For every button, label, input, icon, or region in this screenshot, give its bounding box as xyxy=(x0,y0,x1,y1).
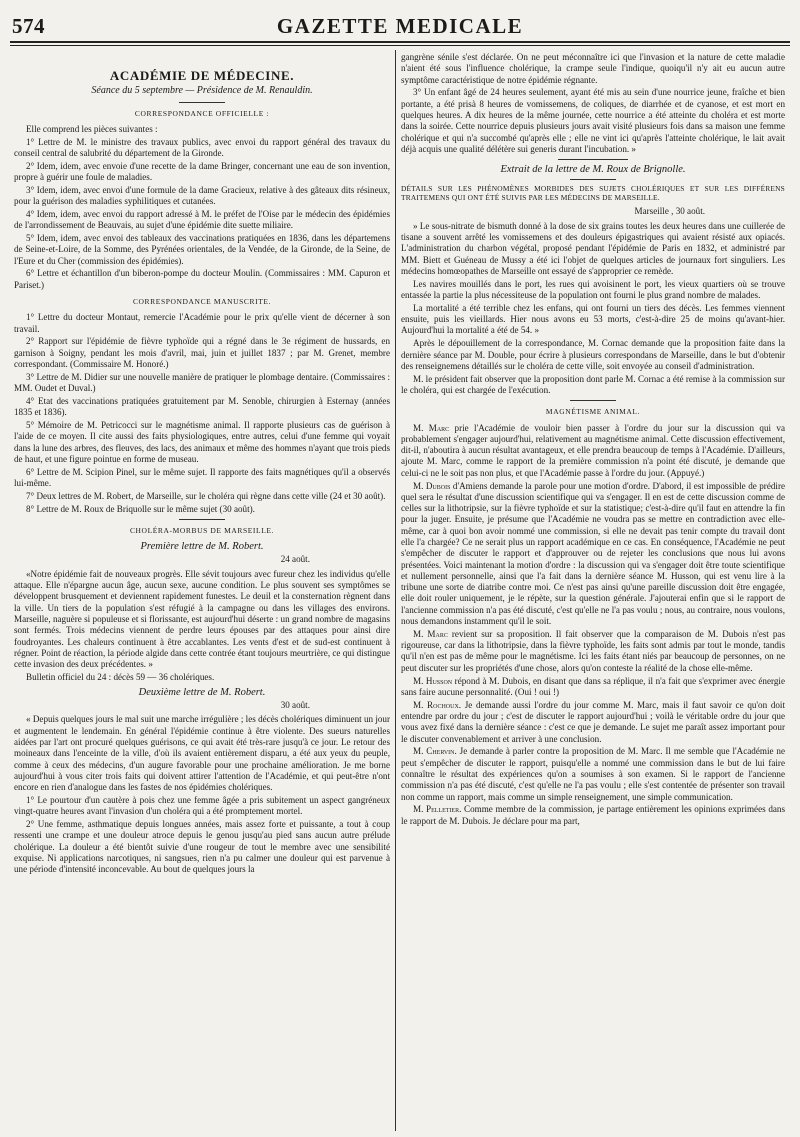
column-divider xyxy=(395,50,396,1131)
speaker-name: M. Marc xyxy=(413,628,448,639)
first-letter-title: Première lettre de M. Robert. xyxy=(140,541,264,553)
roux-paragraph: La mortalité a été terrible chez les enfans, qui ont fourni un tiers des décès. Les femmes viennent ensuite, puis les vieillards. Hier nous avons eu 53 morts, c'est-à-dire 25 de moins qu'avant-hier. Aujourd'hui la mortalité a été de 54. » xyxy=(401,302,785,336)
official-item: 1° Lettre de M. le ministre des travaux publics, avec envoi du rapport général des travaux du conseil central de salubrité du département de la Gironde. xyxy=(14,136,390,158)
debate-paragraph xyxy=(401,423,785,479)
separator xyxy=(179,102,225,103)
manuscript-item: 5° Mémoire de M. Petricocci sur le magnétisme animal. Il rapporte plusieurs cas de guérison à l'aide de ce moyen. Il cite aussi des faits physiologiques, entre autres, celui d'une femme qui voyait dans la lune des arbres, des fleuves, des lacs, des animaux et même des hommes n'ayant que trois pieds de haut, et une figure pointue en forme de museau. xyxy=(14,420,390,464)
left-column xyxy=(14,52,390,1131)
seance-line: Séance du 5 septembre — Présidence de M. Renauldin. xyxy=(91,85,313,97)
debate-paragraph xyxy=(401,804,785,827)
continued-paragraph: 3° Un enfant âgé de 24 heures seulement, ayant été mis au sein d'une nourrice jeune, fraîche et bien portante, a été prisà 8 heures de vomissemens, de coliques, de diarrhée et de cyanose, et est mort en quelques heures. A dix heures de la même journée, cette nourrice a été atteinte du choléra et est morte dans la soirée. Cette nourrice depuis plusieurs jours avait visité plusieurs fois dans sa maison une femme cholérique et qui n'a succombé qu'après elle ; elle ne vint ici qu'après l'atteinte cholérique, le lait avait déjà acquis une qualité délétère sui generis durant l'incubation. » xyxy=(401,87,785,154)
speaker-name: M. Pelletier xyxy=(413,804,460,815)
roux-paragraph: Les navires mouillés dans le port, les rues qui avoisinent le port, les vieux quartiers où se trouve entassée la partie la plus nécessiteuse de la population ont fourni le plus grand nombre de malades. xyxy=(401,278,785,301)
manuscript-item: 4° Etat des vaccinations pratiquées gratuitement par M. Senoble, chirurgien à Esternay (années 1835 et 1836). xyxy=(14,395,390,418)
separator xyxy=(570,179,616,180)
journal-title: GAZETTE MEDICALE xyxy=(276,14,524,38)
first-letter-text: «Notre épidémie fait de nouveaux progrès. Elle sévit toujours avec fureur chez les individus qu'elle attaque. Elle n'épargne aucun âge, aucun sexe, aucune condition. Le plus souvent ses symptômes se développent brusquement et deviennent rapidement funestes. Le deuil et la consternation règnent dans la ville. Un tiers de la population s'est réfugié à la campagne ou dans les villages des environs. Marseille, naguère si populeuse et si florissante, est aujourd'hui déserte : un grand nombre de magasins sont fermés. Trois médecins viennent de perdre leurs épouses par des attaques pour ainsi dire foudroyantes. Les chaleurs continuent à être accablantes. Les vents d'est et de sud-est continuent à régner. Point de réaction, la période algide dans cette contrée étant toujours meurtrière, ce qui distingue cette invasion des deux précédentes. » xyxy=(14,568,390,670)
separator xyxy=(179,519,225,520)
roux-paragraph: Après le dépouillement de la correspondance, M. Cornac demande que la proposition faite dans la dernière séance par M. Double, pour écrire à plusieurs correspondans de Marseille, dans le but d'obtenir des renseignemens détaillés sur le choléra de cette ville, soit envoyée au conseil d'administration. xyxy=(401,338,785,371)
first-letter-date: 24 août. xyxy=(280,554,310,565)
continued-paragraph: gangrène sénile s'est déclarée. On ne peut méconnaître ici que l'invasion et la nature de cette maladie n'aient été sous l'influence cholérique, la crampe seule l'indique, quoiqu'il n'y ait eu aucun autre symptôme caractéristique de notre épidémie régnante. xyxy=(401,52,785,85)
manuscript-item: 7° Deux lettres de M. Robert, de Marseille, sur le choléra qui règne dans cette ville (24 et 30 août). xyxy=(26,490,386,501)
roux-paragraph: M. le président fait observer que la proposition dont parle M. Cornac a été remise à la commission sur le choléra, qui est chargée de l'exécution. xyxy=(401,373,785,395)
debate-paragraph xyxy=(401,746,785,802)
speech-text: d'Amiens demande la parole pour une motion d'ordre. D'abord, il est impossible de prédire quel sera le résultat d'une discussion scientifique qui va s'engager. Il en est de cette discussion comme de celles sur la lithotripsie, sur la fièvre typhoïde et sur la statistique; c'est-à-dire qu'il faut en attendre la fin pour la juger. Ensuite, je présume que l'Académie ne voudra pas se mettre en contradiction avec elle-même, car à quoi bon avoir nommé une commission, si elle ne devait pas tenir compte du travail dont elle l'a chargée? Ce ne serait plus un rapport académique en ce cas. En conséquence, l'Académie ne peut s'empêcher de discuter le rapport et d'approuver ou de rejeter les conclusions que nous lui avons présentées. Voici maintenant la motion d'ordre : la discussion qui va s'engager doit être toute scientifique et nullement personnelle, ainsi que l'a fait dans la dernière séance M. Husson, qui est venu lire à la tribune une sorte de diatribe contre moi. Ce n'est pas ainsi qu'une pareille discussion doit être engagée, elle doit rouler uniquement, je le répète, sur la question générale. J'ajouterai enfin que si le rapport de l'ancienne commission n'a pas été discuté, c'est qu'elle ne l'a pas voulu ; nous, au contraire, nous voulons, nous demandons instamment qu'il le soit. xyxy=(401,480,785,627)
speech-text: . Je demande à parler contre la proposition de M. Marc. Il me semble que l'Académie ne peut s'empêcher de discuter le rapport, puisqu'elle a nommé une commission dans le but de lui faire connaître le résultat des expériences qu'on a soumises à son examen. Si le rapport de l'ancienne commission n'a pas été discuté, c'est qu'elle ne l'a pas voulu ; elle s'est contentée de présenter son travail non comme un rapport, mais comme un simple renseignement, une simple communication. xyxy=(401,746,785,802)
details-heading: DÉTAILS SUR LES PHÉNOMÈNES MORBIDES DES SUJETS CHOLÉRIQUES ET SUR LES DIFFÉRENS TRAITEMENS QUI ONT ÉTÉ SUIVIS PAR LES MÉDECINS DE MARSEILLE. xyxy=(401,184,785,203)
manuscript-item: 8° Lettre de M. Roux de Briquolle sur le même sujet (30 août). xyxy=(26,503,255,514)
speech-text: revient sur sa proposition. Il fait observer que la comparaison de M. Dubois n'est pas rigoureuse, car dans la lithotripsie, dans la fièvre typhoïde, les faits sont admis par tout le monde, tandis qu'il n'en est pas de même pour le magnétisme. Ici les faits étant niés par beaucoup de personnes, on ne peut discuter sur les propriétés d'une chose, alors qu'on conteste la réalité de la chose elle-même. xyxy=(401,628,785,673)
speaker-name: M. Dubois xyxy=(413,480,451,491)
manuscript-item: 2° Rapport sur l'épidémie de fièvre typhoïde qui a régné dans le 3e régiment de hussards, en garnison à Soigny, pendant les mois d'avril, mai, juin et juillet 1837 ; par M. Grenet, membre correspondant. (Commissaire M. Honoré.) xyxy=(14,336,390,370)
official-item: 2° Idem, idem, avec envoie d'une recette de la dame Bringer, concernant une eau de son invention, propre à guérir une foule de maladies. xyxy=(14,160,390,183)
speech-text: prie l'Académie de vouloir bien passer à l'ordre du jour sur la discussion qui va probablement s'engager aujourd'hui, relativement au magnétisme animal. Cette discussion effectivement, dit-il, n'aboutira à aucun résultat avantageux, et elle prendra beaucoup de temps à l'Académie. D'ailleurs, ajoute M. Marc, comme le rapport de la première commission n'a point été discuté, je demande que celui-ci ne le soit pas non plus, et que l'Académie passe à l'ordre du jour. (Appuyé.) xyxy=(401,422,785,478)
bulletin-line: Bulletin officiel du 24 : décès 59 — 36 cholériques. xyxy=(26,672,215,683)
roux-paragraph: » Le sous-nitrate de bismuth donné à la dose de six grains toutes les deux heures dans une cuillerée de tisane a souvent arrêté les vomissemens et des douleurs épigastriques qui avaient résisté aux opiacés. L'administration du charbon végétal, proposé pendant l'épidémie de Paris en 1832, et administré par MM. Biett et Guéneau de Mussy a été ici l'objet de quelques articles de journaux fort singuliers. Les médecins homœopathes de Marseille ont essayé de s'approprier ce remède. xyxy=(401,220,785,276)
manuscript-item: 6° Lettre de M. Scipion Pinel, sur le même sujet. Il rapporte des faits magnétiques qu'il a observés lui-même. xyxy=(14,466,390,488)
manuscript-correspondence-heading: CORRESPONDANCE MANUSCRITE. xyxy=(132,297,272,307)
header-rule-thin xyxy=(10,45,790,46)
official-correspondence-heading: CORRESPONDANCE OFFICIELLE : xyxy=(134,108,270,118)
cholera-heading: CHOLÉRA-MORBUS DE MARSEILLE. xyxy=(129,525,275,535)
speech-text: répond à M. Dubois, en disant que dans sa réplique, il n'a fait que s'exprimer avec énergie sans faire aucune personnalité. (Oui ! oui !) xyxy=(401,675,785,697)
second-letter-title: Deuxième lettre de M. Robert. xyxy=(138,686,266,698)
second-letter-paragraph: 1° Le pourtour d'un cautère à pois chez une femme âgée a pris subitement un aspect gangréneux vingt-quatre heures avant l'invasion d'un choléra qui a été promptement mortel. xyxy=(14,794,390,817)
academy-heading: ACADÉMIE DE MÉDECINE. xyxy=(109,68,295,83)
header-rule xyxy=(10,41,790,43)
second-letter-paragraph: 2° Une femme, asthmatique depuis longues années, mais assez forte et puissante, a tout à coup ressenti une crampe et une douleur atroce depuis le genou jusqu'au pied sans aucun autre prélude cholérique. La douleur a été bientôt suivie d'une rougeur de tout le membre avec une sensibilité exquise. Ni applications narcotiques, ni sangsues, rien n'a pu calmer une douleur qui est parvenue à une période d'intensité inconcevable. Au bout de quelques jours la xyxy=(14,819,390,875)
debate-paragraph xyxy=(401,676,785,699)
manuscript-item: 1° Lettre du docteur Montaut, remercie l'Académie pour le prix qu'elle vient de décerner à son travail. xyxy=(14,312,390,334)
magnetisme-heading: MAGNÉTISME ANIMAL. xyxy=(545,407,641,417)
separator xyxy=(558,159,628,160)
official-item: 6° Lettre et échantillon d'un biberon-pompe du docteur Moulin. (Commissaires : MM. Capuron et Pariset.) xyxy=(14,268,390,290)
speaker-name: M. Rochoux xyxy=(413,699,459,710)
second-letter-date: 30 août. xyxy=(280,700,310,711)
page-number: 574 xyxy=(12,14,45,38)
separator xyxy=(570,400,616,401)
speech-text: . Comme membre de la commission, je partage entièrement les opinions exprimées dans le rapport de M. Dubois. Je déclare pour ma part, xyxy=(401,804,785,826)
masthead xyxy=(10,14,790,38)
right-column xyxy=(401,52,785,1131)
speaker-name: M. Husson xyxy=(413,675,453,686)
debate-paragraph xyxy=(401,481,785,628)
official-item: 4° Idem, idem, avec envoi du rapport adressé à M. le préfet de l'Oise par le médecin des épidémies de l'arrondissement de Beauvais, au sujet d'une épidémie dite suette miliaire. xyxy=(14,208,390,231)
speaker-name: M. Chervin xyxy=(413,746,455,757)
official-item: 5° Idem, idem, avec envoi des tableaux des vaccinations pratiquées en 1836, dans les départemens de Seine-et-Loire, de la Somme, des Pyrénées orientales, de la Vendée, de la Gironde, de la Seine, de l'Eure et du Cher (commission des épidémies). xyxy=(14,233,390,266)
speaker-name: M. Marc xyxy=(413,422,450,433)
debate-paragraph xyxy=(401,700,785,745)
second-letter-paragraph: « Depuis quelques jours le mal suit une marche irrégulière ; les décès cholériques diminuent un jour et augmentent le lendemain. En général l'épidémie continue à être violente. Des sueurs naturelles aidées par l'art ont procuré quelques guérisons, ce qui avait été très-rare jusqu'à ce jour. Le retour des moineaux dans l'enceinte de la ville, d'où ils avaient entièrement disparu, a été aux yeux du peuple, comme à ceux des médecins, d'un augure favorable pour une prochaine amélioration. Je me borne aujourd'hui à vous citer trois faits qui doivent attirer l'attention de l'Académie, et qui peut-être n'ont encore en rien d'analogue dans les fastes de nos épidémies cholériques. xyxy=(14,714,390,793)
roux-letter-title: Extrait de la lettre de M. Roux de Brignolle. xyxy=(500,164,686,176)
roux-letter-date: Marseille , 30 août. xyxy=(634,206,705,217)
intro-paragraph: Elle comprend les pièces suivantes : xyxy=(26,123,158,134)
debate-paragraph xyxy=(401,629,785,674)
speech-text: . Je demande aussi l'ordre du jour comme M. Marc, mais il faut savoir ce qu'on doit entendre par ordre du jour ; c'est de discuter le rapport aujourd'hui ; voilà le véritable ordre du jour que vous avez fixé dans la dernière séance : c'est ce que je demande. Le sujet me paraît assez important pour le discuter convenablement et arriver à une conclusion. xyxy=(401,699,785,744)
official-item: 3° Idem, idem, avec envoi d'une formule de la dame Gracieux, relative à des gâteaux dits résineux, pour la guérison des maladies syphilitiques et cutanées. xyxy=(14,184,390,207)
manuscript-item: 3° Lettre de M. Didier sur une nouvelle manière de pratiquer le plombage dentaire. (Commissaires : MM. Oudet et Duval.) xyxy=(14,371,390,394)
